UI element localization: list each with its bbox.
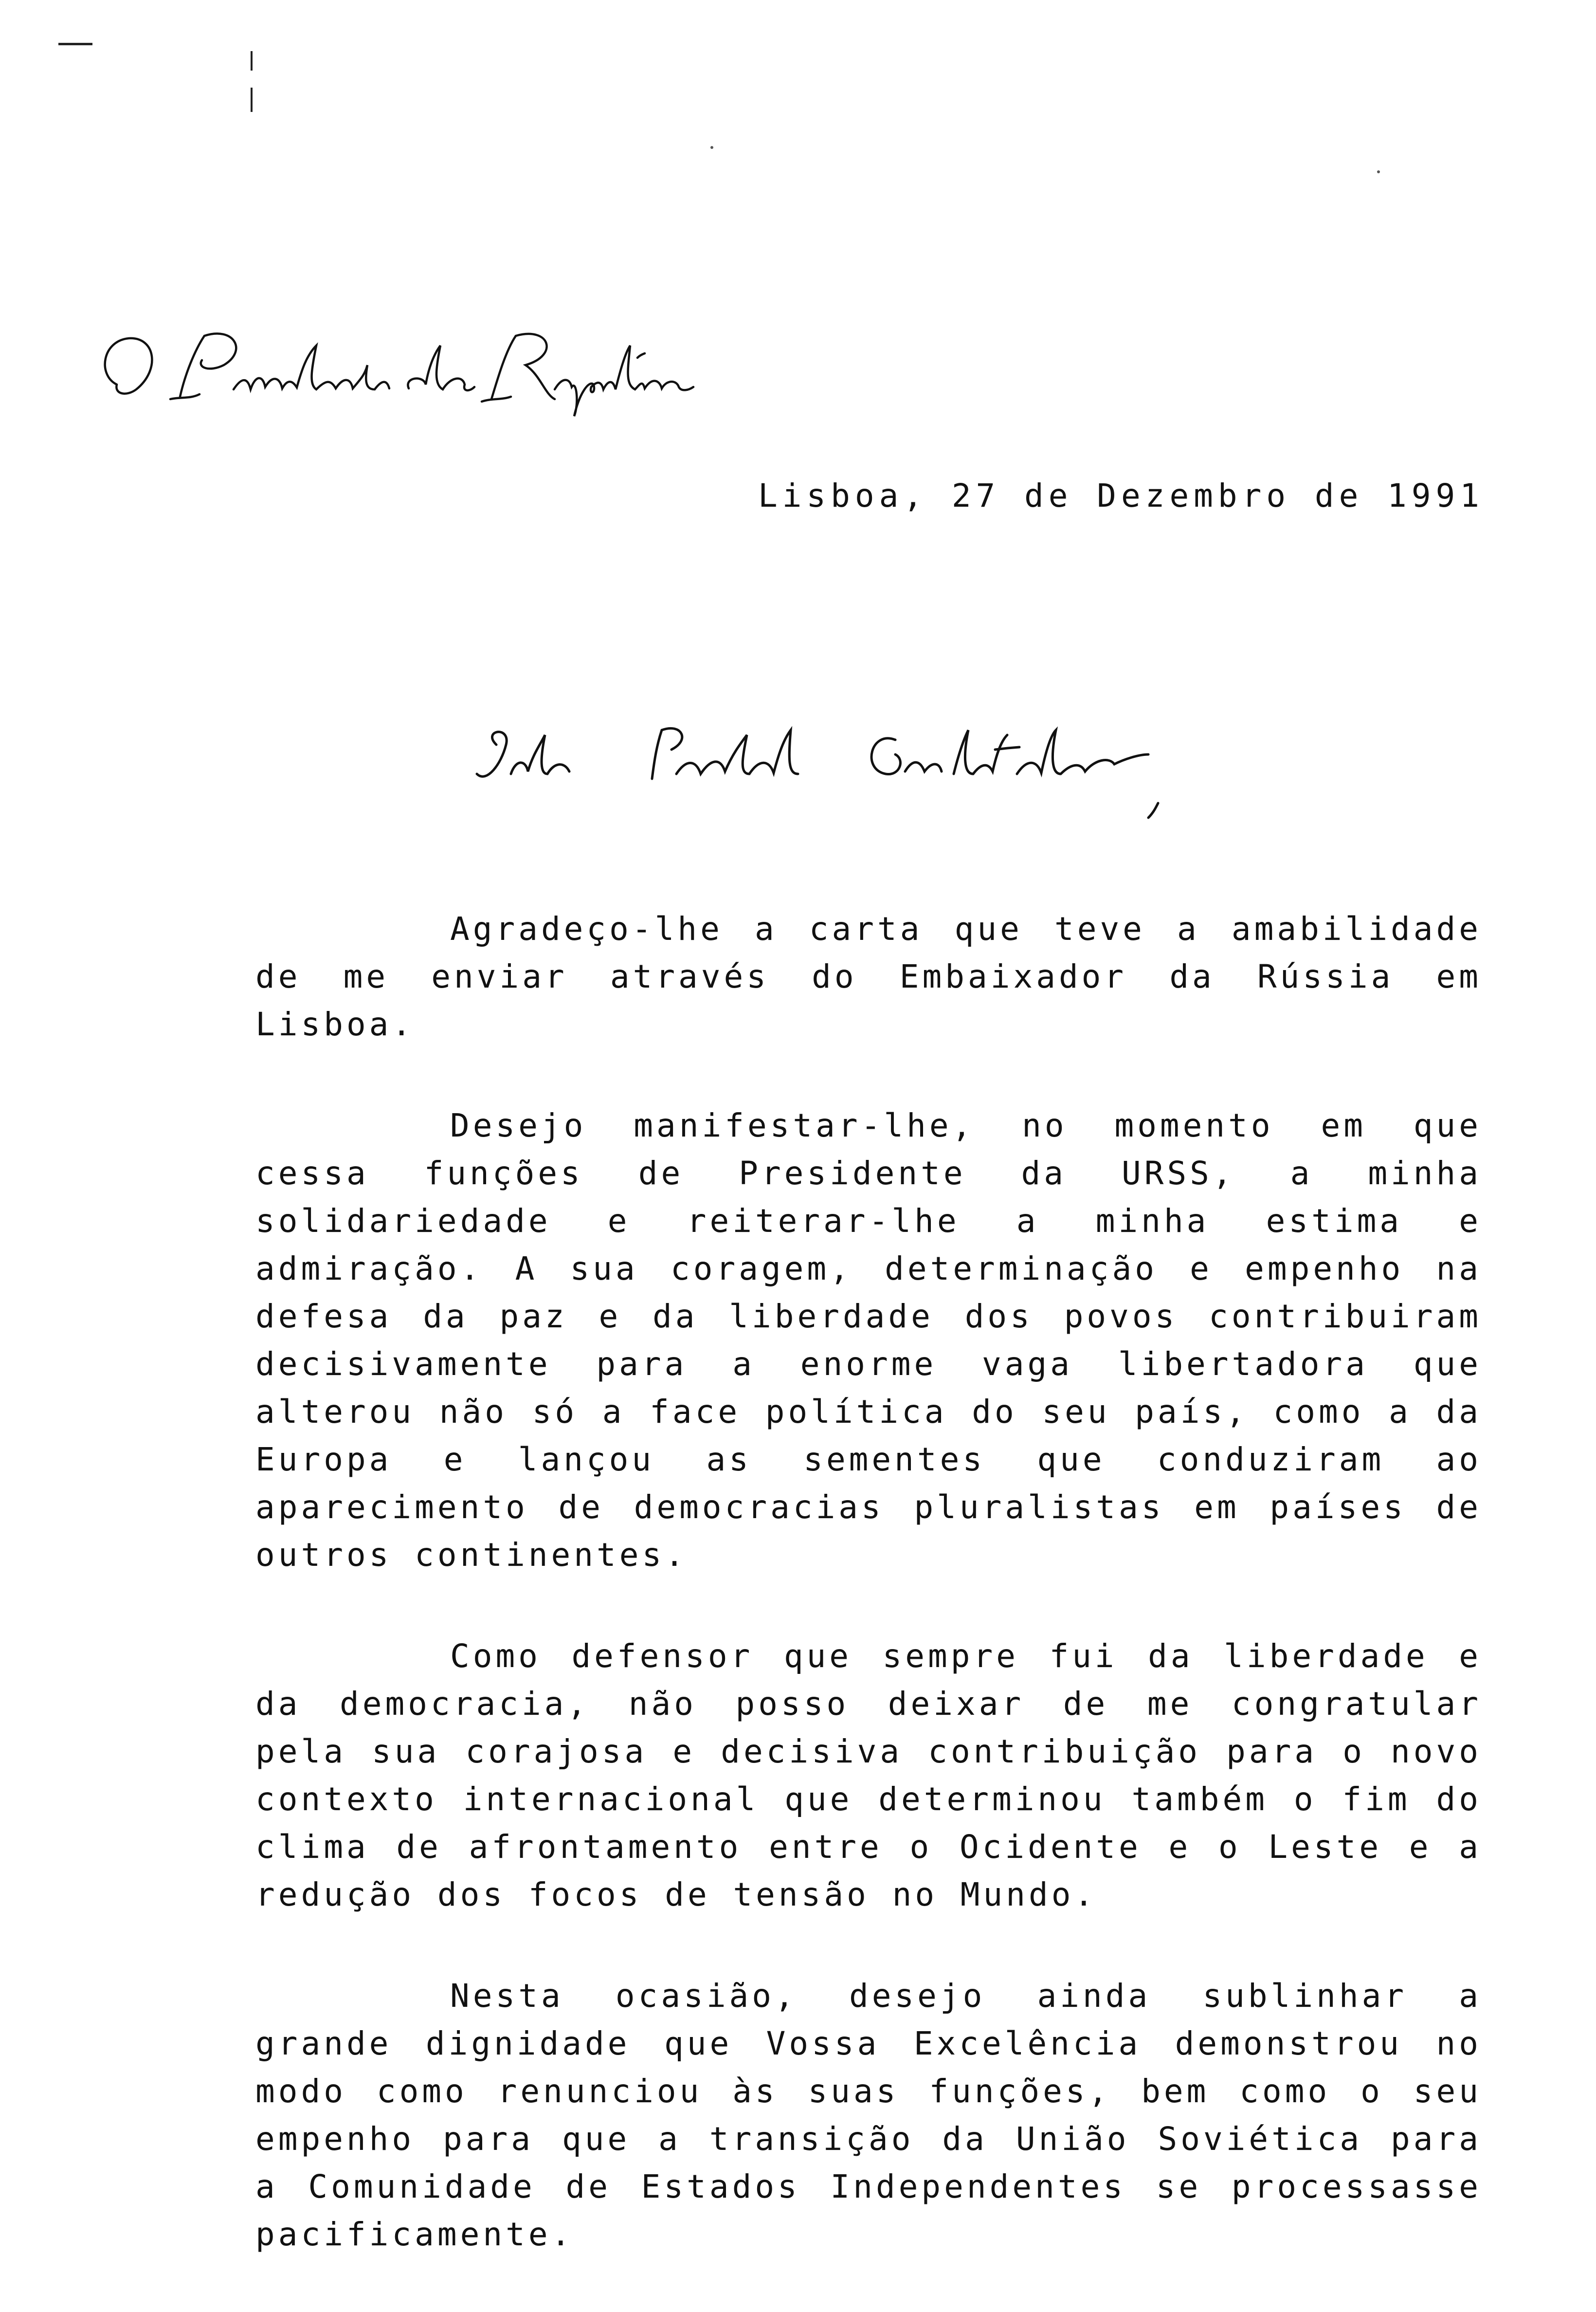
letter-body bbox=[255, 905, 1482, 2312]
scan-artifact bbox=[710, 146, 713, 149]
scan-artifact bbox=[1377, 170, 1380, 173]
scan-artifact bbox=[251, 88, 253, 112]
letterhead bbox=[88, 312, 696, 423]
paragraph-3: Como defensor que sempre fui da liberdade e da democracia, não posso deixar de me congratular pela sua corajosa e decisiva contribuição para o novo contexto internacional que determinou também o fim do clima de afrontamento entre o Ocidente e o Leste e a redução dos focos de tensão no Mundo. bbox=[255, 1637, 1482, 1913]
salutation-handwriting bbox=[467, 701, 1197, 827]
letter-date: Lisboa, 27 de Dezembro de 1991 bbox=[758, 477, 1484, 514]
scan-artifact bbox=[251, 51, 253, 71]
scan-artifact bbox=[58, 43, 92, 45]
paragraph-1: Agradeço-lhe a carta que teve a amabilidade de me enviar através do Embaixador da Rússia em Lisboa. bbox=[255, 910, 1482, 1043]
paragraph-4: Nesta ocasião, desejo ainda sublinhar a grande dignidade que Vossa Excelência demonstrou no modo como renunciou às suas funções, bem como o seu empenho para que a transição da União Soviética para a Comunidade de Estados Independentes se processasse pacificamente. bbox=[255, 1977, 1482, 2253]
letterhead-script bbox=[88, 312, 696, 423]
paragraph-2: Desejo manifestar-lhe, no momento em que cessa funções de Presidente da URSS, a minha solidariedade e reiterar-lhe a minha estima e admiração. A sua coragem, determinação e empenho na defesa da paz e da liberdade dos povos contribuiram decisivamente para a enorme vaga libertadora que alterou não só a face política do seu país, como a da Europa e lançou as sementes que conduziram ao aparecimento de democracias pluralistas em países de outros continentes. bbox=[255, 1107, 1482, 1574]
handwritten-salutation bbox=[467, 701, 1197, 827]
